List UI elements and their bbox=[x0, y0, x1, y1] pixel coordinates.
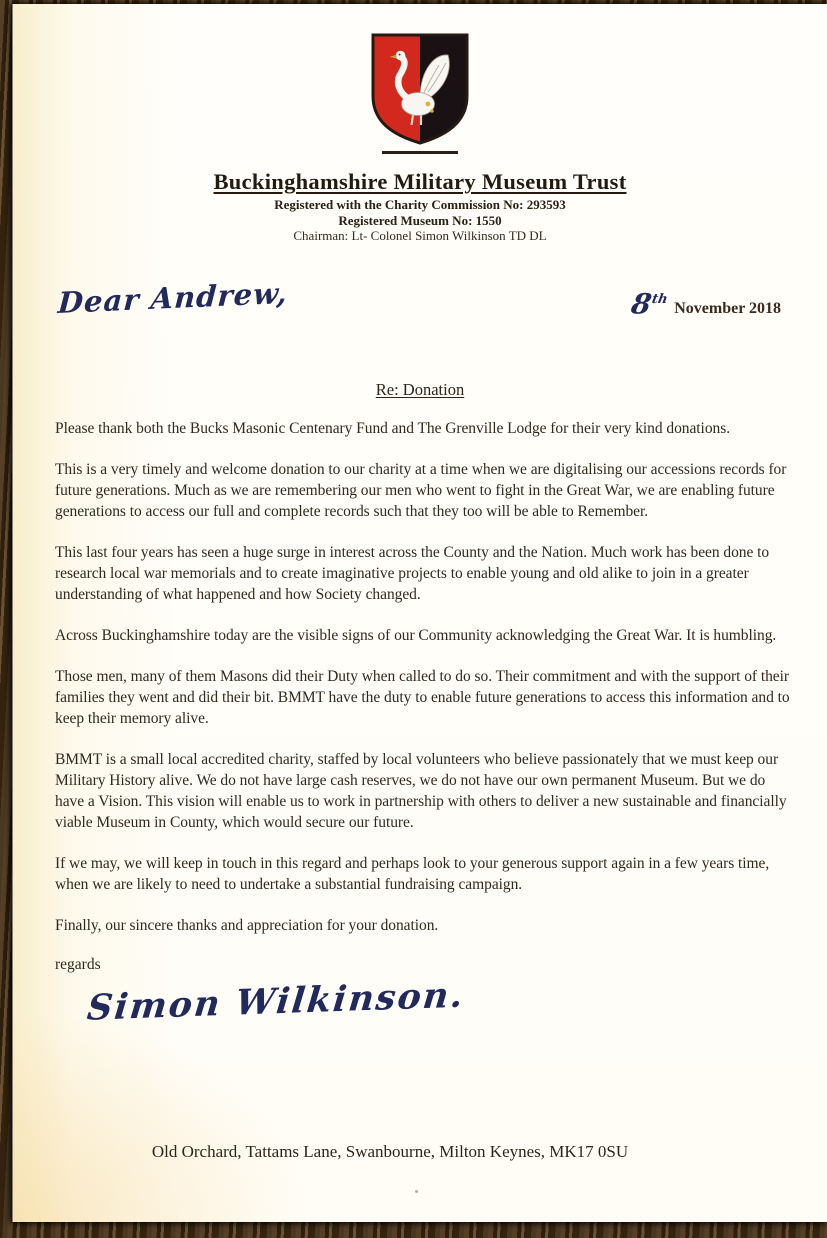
letterhead bbox=[13, 4, 827, 244]
greeting-row bbox=[57, 275, 781, 336]
letter-paragraph: Across Buckinghamshire today are the visible signs of our Community acknowledging the Great War. It is humbling. bbox=[55, 626, 777, 644]
letter-body bbox=[55, 418, 797, 936]
registered-charity-line: Registered with the Charity Commission No: 293593 bbox=[274, 197, 566, 212]
subject-line: Re: Donation bbox=[375, 379, 465, 399]
handwritten-signature: Simon Wilkinson. bbox=[85, 973, 467, 1029]
letter-paragraph: Please thank both the Bucks Masonic Centenary Fund and The Grenville Lodge for their very kind donations. bbox=[55, 419, 731, 437]
letter-paragraph: If we may, we will keep in touch in this regard and perhaps look to your generous support again in a few years time, when we are likely to need to undertake a substantial fundraising campaign. bbox=[55, 854, 770, 893]
swan-shield-crest-icon bbox=[368, 32, 472, 158]
registered-museum-line: Registered Museum No: 1550 bbox=[338, 212, 502, 228]
letter-paragraph: Those men, many of them Masons did their Duty when called to do so. Their commitment and with the support of their families they went and did their bit. BMMT have the duty to enable future generations to access this information and to keep their memory alive. bbox=[55, 667, 790, 727]
handwritten-greeting: Dear Andrew, bbox=[57, 275, 289, 320]
organisation-title: Buckinghamshire Military Museum Trust bbox=[213, 169, 627, 194]
scan-speck bbox=[415, 1190, 418, 1193]
letter-date bbox=[629, 286, 781, 320]
handwritten-date-day: 8th bbox=[629, 286, 669, 320]
date-month-year: November 2018 bbox=[674, 299, 781, 317]
letter-paragraph: This is a very timely and welcome donation to our charity at a time when we are digitalising our accessions records for future generations. Much as we are remembering our men who went to fight in the Great War, we are enabling future generations to access our full and complete records such that they too will be able to Remember. bbox=[55, 460, 787, 520]
closing-word: regards bbox=[55, 955, 101, 973]
letter-paragraph: This last four years has seen a huge surge in interest across the County and the Nation. Much work has been done to research local war memorials and to create imaginative projects to enable young and old alike to join in a greater understanding of what happened and how Society changed. bbox=[55, 543, 770, 603]
letter-paragraph: Finally, our sincere thanks and appreciation for your donation. bbox=[55, 916, 439, 934]
footer-address: Old Orchard, Tattams Lane, Swanbourne, Milton Keynes, MK17 0SU bbox=[151, 1142, 629, 1161]
chairman-line: Chairman: Lt- Colonel Simon Wilkinson TD DL bbox=[293, 228, 547, 243]
letter-page bbox=[12, 4, 827, 1222]
letter-paragraph: BMMT is a small local accredited charity, staffed by local volunteers who believe passionately that we must keep our Military History alive. We do not have large cash reserves, we do not have our own permanent Museum. But we do have a Vision. This vision will enable us to work in partnership with others to deliver a new sustainable and financially viable Museum in County, which would secure our future. bbox=[55, 750, 787, 831]
